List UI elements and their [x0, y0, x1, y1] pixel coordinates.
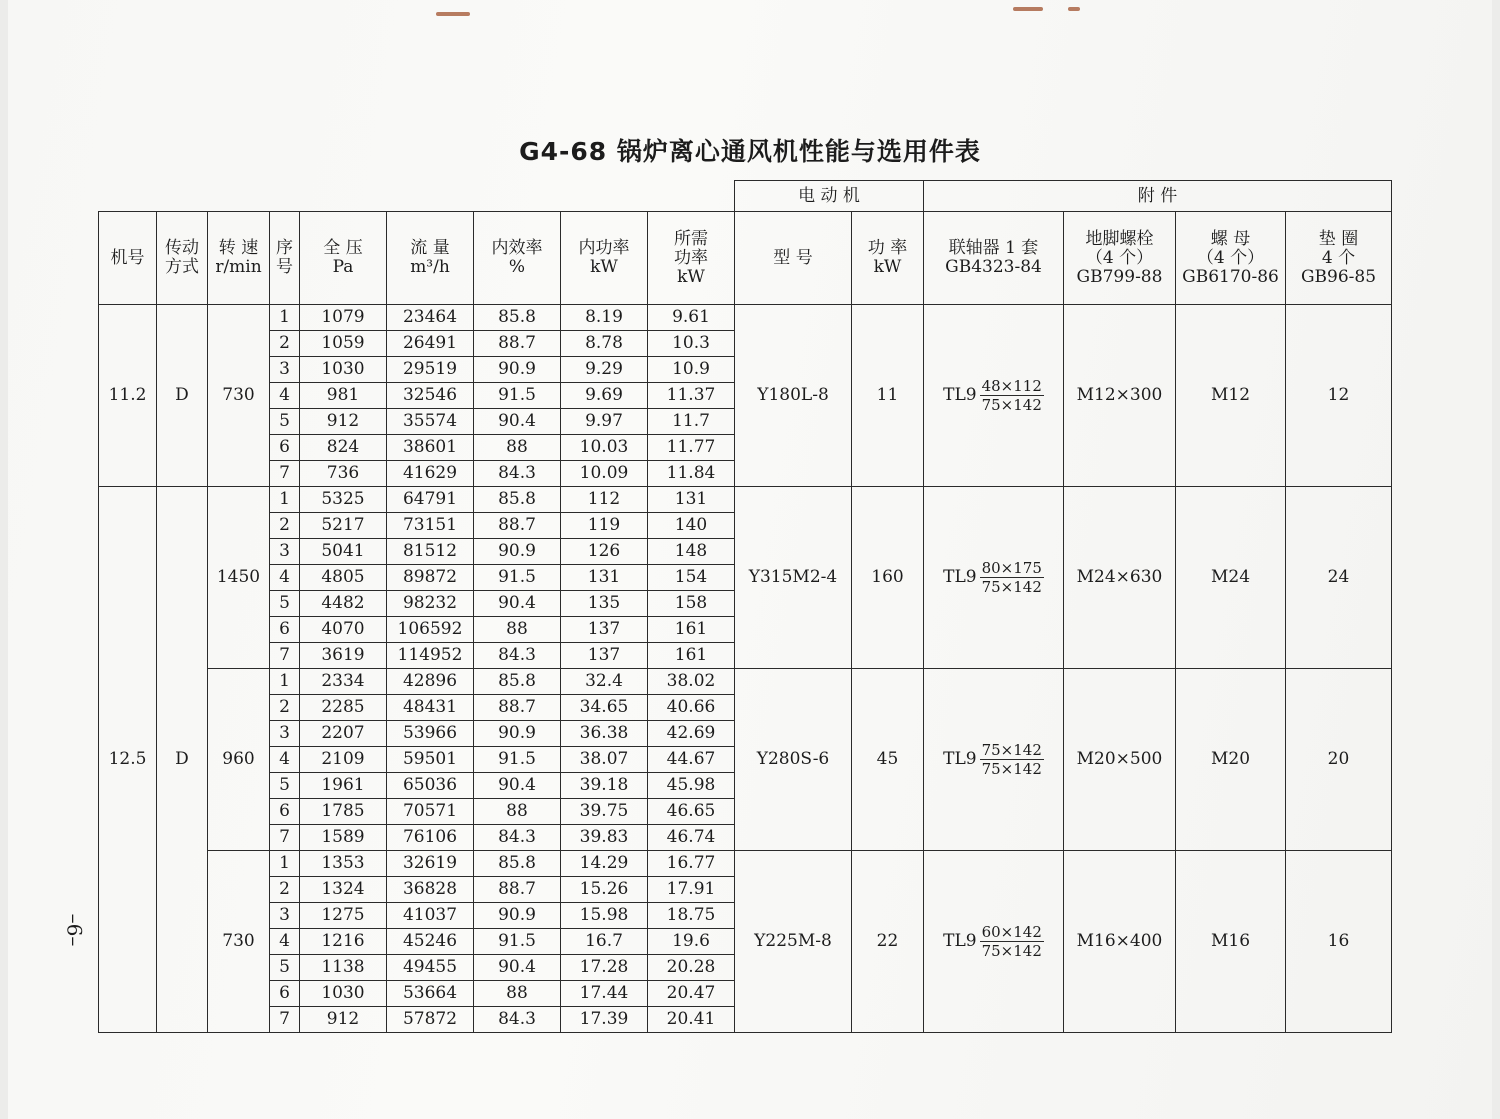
seq-cell: 1: [270, 669, 300, 695]
flow-cell: 35574: [387, 409, 474, 435]
internal-power-cell: 17.44: [561, 981, 648, 1007]
internal-power-cell: 17.28: [561, 955, 648, 981]
pressure-cell: 2285: [300, 695, 387, 721]
required-power-cell: 140: [648, 513, 735, 539]
flow-cell: 23464: [387, 305, 474, 331]
anchor-bolt-cell: M12×300: [1064, 305, 1176, 487]
speed-cell: 730: [208, 305, 270, 487]
required-power-cell: 10.9: [648, 357, 735, 383]
efficiency-cell: 90.9: [474, 357, 561, 383]
required-power-cell: 158: [648, 591, 735, 617]
flow-cell: 41037: [387, 903, 474, 929]
pressure-cell: 3619: [300, 643, 387, 669]
coupling-fraction: [980, 741, 1044, 778]
nut-cell: M24: [1176, 487, 1286, 669]
stain-mark: [436, 12, 470, 16]
header-text: 所需: [674, 228, 708, 249]
flow-cell: 53966: [387, 721, 474, 747]
pressure-cell: 1216: [300, 929, 387, 955]
header-text: 功率: [674, 247, 708, 268]
flow-cell: 53664: [387, 981, 474, 1007]
coupling-spec: [943, 559, 1044, 596]
header-neixiaolv: [474, 212, 561, 305]
efficiency-cell: 90.9: [474, 721, 561, 747]
header-jihao: 机号: [99, 212, 157, 305]
header-standard: GB4323-84: [945, 257, 1042, 277]
washer-cell: 12: [1286, 305, 1392, 487]
efficiency-cell: 90.9: [474, 539, 561, 565]
pressure-cell: 5325: [300, 487, 387, 513]
flow-cell: 114952: [387, 643, 474, 669]
pressure-cell: 4482: [300, 591, 387, 617]
header-liuliang: [387, 212, 474, 305]
washer-cell: 16: [1286, 851, 1392, 1033]
required-power-cell: 161: [648, 643, 735, 669]
seq-cell: 3: [270, 903, 300, 929]
header-dijiao: [1064, 212, 1176, 305]
internal-power-cell: 36.38: [561, 721, 648, 747]
seq-cell: 6: [270, 435, 300, 461]
pressure-cell: 824: [300, 435, 387, 461]
required-power-cell: 16.77: [648, 851, 735, 877]
header-text: （4 个）: [1085, 247, 1154, 268]
required-power-cell: 19.6: [648, 929, 735, 955]
coupling-spec: [943, 923, 1044, 960]
required-power-cell: 161: [648, 617, 735, 643]
internal-power-cell: 32.4: [561, 669, 648, 695]
pressure-cell: 981: [300, 383, 387, 409]
table-row: [99, 669, 1392, 695]
header-unit: r/min: [215, 257, 262, 277]
internal-power-cell: 16.7: [561, 929, 648, 955]
header-text: 序: [276, 238, 293, 258]
seq-cell: 3: [270, 539, 300, 565]
motor-model-cell: Y180L-8: [735, 305, 852, 487]
pressure-cell: 2334: [300, 669, 387, 695]
seq-cell: 1: [270, 487, 300, 513]
motor-model-cell: Y225M-8: [735, 851, 852, 1033]
header-quanya: [300, 212, 387, 305]
internal-power-cell: 9.29: [561, 357, 648, 383]
table-title: G4-68 锅炉离心通风机性能与选用件表: [519, 137, 981, 166]
flow-cell: 81512: [387, 539, 474, 565]
coupling-prefix: TL9: [943, 749, 977, 769]
pressure-cell: 912: [300, 1007, 387, 1033]
efficiency-cell: 84.3: [474, 825, 561, 851]
page-number: –6–: [62, 913, 87, 947]
pressure-cell: 912: [300, 409, 387, 435]
header-text: 内功率: [578, 238, 630, 258]
flow-cell: 57872: [387, 1007, 474, 1033]
pressure-cell: 1589: [300, 825, 387, 851]
coupling-fraction: [980, 923, 1044, 960]
efficiency-cell: 90.4: [474, 409, 561, 435]
pressure-cell: 736: [300, 461, 387, 487]
internal-power-cell: 8.19: [561, 305, 648, 331]
header-unit: Pa: [332, 257, 354, 277]
internal-power-cell: 39.75: [561, 799, 648, 825]
header-text: 功 率: [867, 238, 908, 258]
efficiency-cell: 85.8: [474, 487, 561, 513]
efficiency-cell: 90.4: [474, 773, 561, 799]
seq-cell: 4: [270, 565, 300, 591]
flow-cell: 76106: [387, 825, 474, 851]
seq-cell: 6: [270, 981, 300, 1007]
header-text: 内效率: [491, 238, 543, 258]
internal-power-cell: 10.09: [561, 461, 648, 487]
efficiency-cell: 90.4: [474, 955, 561, 981]
required-power-cell: 11.37: [648, 383, 735, 409]
header-text: 传动: [165, 238, 199, 258]
efficiency-cell: 88.7: [474, 877, 561, 903]
motor-power-cell: 160: [852, 487, 924, 669]
coupling-cell: [924, 669, 1064, 851]
flow-cell: 89872: [387, 565, 474, 591]
efficiency-cell: 85.8: [474, 851, 561, 877]
header-row-2: [99, 212, 1392, 305]
seq-cell: 7: [270, 1007, 300, 1033]
header-text: 联轴器 1 套: [948, 238, 1039, 258]
required-power-cell: 11.84: [648, 461, 735, 487]
flow-cell: 29519: [387, 357, 474, 383]
pressure-cell: 5217: [300, 513, 387, 539]
header-text: 全 压: [323, 238, 363, 258]
required-power-cell: 40.66: [648, 695, 735, 721]
coupling-prefix: TL9: [943, 385, 977, 405]
coupling-spec: [943, 741, 1044, 778]
pressure-cell: 1353: [300, 851, 387, 877]
fan-performance-table: [98, 180, 1392, 1033]
efficiency-cell: 88.7: [474, 513, 561, 539]
internal-power-cell: 14.29: [561, 851, 648, 877]
required-power-cell: 11.77: [648, 435, 735, 461]
coupling-cell: [924, 851, 1064, 1033]
header-unit: kW: [677, 266, 705, 287]
seq-cell: 5: [270, 955, 300, 981]
seq-cell: 3: [270, 721, 300, 747]
efficiency-cell: 85.8: [474, 669, 561, 695]
required-power-cell: 131: [648, 487, 735, 513]
pressure-cell: 2109: [300, 747, 387, 773]
seq-cell: 4: [270, 929, 300, 955]
required-power-cell: 20.28: [648, 955, 735, 981]
coupling-spec: [943, 377, 1044, 414]
drive-cell: D: [157, 487, 208, 1033]
table-row: [99, 851, 1392, 877]
nut-cell: M12: [1176, 305, 1286, 487]
coupling-numerator: 75×142: [981, 741, 1042, 759]
seq-cell: 7: [270, 825, 300, 851]
flow-cell: 42896: [387, 669, 474, 695]
efficiency-cell: 90.4: [474, 591, 561, 617]
seq-cell: 4: [270, 747, 300, 773]
header-unit: m³/h: [410, 257, 450, 277]
efficiency-cell: 90.9: [474, 903, 561, 929]
internal-power-cell: 137: [561, 617, 648, 643]
motor-power-cell: 11: [852, 305, 924, 487]
flow-cell: 41629: [387, 461, 474, 487]
flow-cell: 73151: [387, 513, 474, 539]
pressure-cell: 4070: [300, 617, 387, 643]
pressure-cell: 1030: [300, 357, 387, 383]
coupling-numerator: 48×112: [981, 377, 1042, 395]
seq-cell: 7: [270, 461, 300, 487]
header-row-1: [99, 181, 1392, 212]
header-standard: GB799-88: [1076, 266, 1163, 287]
seq-cell: 3: [270, 357, 300, 383]
internal-power-cell: 15.98: [561, 903, 648, 929]
efficiency-cell: 91.5: [474, 565, 561, 591]
seq-cell: 2: [270, 331, 300, 357]
internal-power-cell: 126: [561, 539, 648, 565]
washer-cell: 20: [1286, 669, 1392, 851]
speed-cell: 1450: [208, 487, 270, 669]
coupling-prefix: TL9: [943, 931, 977, 951]
header-gonglv: [852, 212, 924, 305]
flow-cell: 48431: [387, 695, 474, 721]
motor-power-cell: 22: [852, 851, 924, 1033]
stain-mark: [1013, 7, 1043, 11]
flow-cell: 36828: [387, 877, 474, 903]
efficiency-cell: 91.5: [474, 929, 561, 955]
motor-model-cell: Y315M2-4: [735, 487, 852, 669]
coupling-denominator: 75×142: [981, 396, 1042, 414]
table-row: [99, 305, 1392, 331]
pressure-cell: 2207: [300, 721, 387, 747]
efficiency-cell: 88: [474, 799, 561, 825]
internal-power-cell: 137: [561, 643, 648, 669]
required-power-cell: 46.74: [648, 825, 735, 851]
pressure-cell: 1059: [300, 331, 387, 357]
coupling-denominator: 75×142: [981, 942, 1042, 960]
header-standard: GB6170-86: [1182, 266, 1279, 287]
coupling-prefix: TL9: [943, 567, 977, 587]
flow-cell: 59501: [387, 747, 474, 773]
internal-power-cell: 119: [561, 513, 648, 539]
header-neigonglv: [561, 212, 648, 305]
required-power-cell: 46.65: [648, 799, 735, 825]
required-power-cell: 20.47: [648, 981, 735, 1007]
header-text: 螺 母: [1210, 228, 1251, 249]
nut-cell: M16: [1176, 851, 1286, 1033]
speed-cell: 730: [208, 851, 270, 1033]
internal-power-cell: 10.03: [561, 435, 648, 461]
header-chuandong: [157, 212, 208, 305]
coupling-fraction: [980, 559, 1044, 596]
anchor-bolt-cell: M20×500: [1064, 669, 1176, 851]
seq-cell: 7: [270, 643, 300, 669]
coupling-numerator: 60×142: [981, 923, 1042, 941]
seq-cell: 1: [270, 305, 300, 331]
pressure-cell: 5041: [300, 539, 387, 565]
seq-cell: 5: [270, 409, 300, 435]
pressure-cell: 1079: [300, 305, 387, 331]
seq-cell: 5: [270, 591, 300, 617]
pressure-cell: 4805: [300, 565, 387, 591]
internal-power-cell: 9.97: [561, 409, 648, 435]
seq-cell: 2: [270, 513, 300, 539]
header-luomu: [1176, 212, 1286, 305]
internal-power-cell: 38.07: [561, 747, 648, 773]
flow-cell: 49455: [387, 955, 474, 981]
drive-cell: D: [157, 305, 208, 487]
jihao-cell: 11.2: [99, 305, 157, 487]
flow-cell: 64791: [387, 487, 474, 513]
flow-cell: 32546: [387, 383, 474, 409]
header-text: 垫 圈: [1318, 228, 1359, 249]
flow-cell: 65036: [387, 773, 474, 799]
flow-cell: 98232: [387, 591, 474, 617]
required-power-cell: 154: [648, 565, 735, 591]
efficiency-cell: 88.7: [474, 695, 561, 721]
internal-power-cell: 135: [561, 591, 648, 617]
header-text: 地脚螺栓: [1085, 228, 1154, 249]
internal-power-cell: 9.69: [561, 383, 648, 409]
motor-model-cell: Y280S-6: [735, 669, 852, 851]
efficiency-cell: 84.3: [474, 461, 561, 487]
flow-cell: 38601: [387, 435, 474, 461]
header-xuhao: [270, 212, 300, 305]
seq-cell: 2: [270, 877, 300, 903]
required-power-cell: 11.7: [648, 409, 735, 435]
header-suoxu: [648, 212, 735, 305]
coupling-cell: [924, 305, 1064, 487]
header-text: 方式: [165, 257, 199, 277]
header-standard: GB96-85: [1300, 266, 1377, 287]
internal-power-cell: 8.78: [561, 331, 648, 357]
efficiency-cell: 91.5: [474, 747, 561, 773]
coupling-denominator: 75×142: [981, 578, 1042, 596]
required-power-cell: 44.67: [648, 747, 735, 773]
coupling-denominator: 75×142: [981, 760, 1042, 778]
header-text: （4 个）: [1196, 247, 1265, 268]
efficiency-cell: 84.3: [474, 643, 561, 669]
seq-cell: 4: [270, 383, 300, 409]
flow-cell: 45246: [387, 929, 474, 955]
table-row: [99, 487, 1392, 513]
washer-cell: 24: [1286, 487, 1392, 669]
header-unit: kW: [873, 257, 902, 277]
internal-power-cell: 131: [561, 565, 648, 591]
flow-cell: 26491: [387, 331, 474, 357]
coupling-fraction: [980, 377, 1044, 414]
pressure-cell: 1324: [300, 877, 387, 903]
accessory-group-header: 附 件: [924, 181, 1392, 212]
motor-group-header: 电 动 机: [735, 181, 924, 212]
coupling-cell: [924, 487, 1064, 669]
motor-power-cell: 45: [852, 669, 924, 851]
required-power-cell: 20.41: [648, 1007, 735, 1033]
pressure-cell: 1030: [300, 981, 387, 1007]
header-dianquan: [1286, 212, 1392, 305]
anchor-bolt-cell: M24×630: [1064, 487, 1176, 669]
header-xinghao: 型 号: [735, 212, 852, 305]
internal-power-cell: 34.65: [561, 695, 648, 721]
stain-mark: [1068, 7, 1080, 11]
required-power-cell: 42.69: [648, 721, 735, 747]
required-power-cell: 148: [648, 539, 735, 565]
efficiency-cell: 88: [474, 981, 561, 1007]
internal-power-cell: 15.26: [561, 877, 648, 903]
required-power-cell: 10.3: [648, 331, 735, 357]
efficiency-cell: 88: [474, 435, 561, 461]
internal-power-cell: 112: [561, 487, 648, 513]
header-text: 4 个: [1321, 247, 1356, 268]
required-power-cell: 38.02: [648, 669, 735, 695]
efficiency-cell: 91.5: [474, 383, 561, 409]
required-power-cell: 45.98: [648, 773, 735, 799]
efficiency-cell: 85.8: [474, 305, 561, 331]
pressure-cell: 1785: [300, 799, 387, 825]
pressure-cell: 1138: [300, 955, 387, 981]
internal-power-cell: 39.18: [561, 773, 648, 799]
flow-cell: 106592: [387, 617, 474, 643]
internal-power-cell: 17.39: [561, 1007, 648, 1033]
header-unit: kW: [590, 257, 618, 277]
pressure-cell: 1961: [300, 773, 387, 799]
flow-cell: 32619: [387, 851, 474, 877]
pressure-cell: 1275: [300, 903, 387, 929]
internal-power-cell: 39.83: [561, 825, 648, 851]
nut-cell: M20: [1176, 669, 1286, 851]
flow-cell: 70571: [387, 799, 474, 825]
efficiency-cell: 88: [474, 617, 561, 643]
efficiency-cell: 84.3: [474, 1007, 561, 1033]
anchor-bolt-cell: M16×400: [1064, 851, 1176, 1033]
header-text: 号: [276, 257, 293, 277]
seq-cell: 1: [270, 851, 300, 877]
seq-cell: 6: [270, 799, 300, 825]
speed-cell: 960: [208, 669, 270, 851]
jihao-cell: 12.5: [99, 487, 157, 1033]
seq-cell: 5: [270, 773, 300, 799]
seq-cell: 2: [270, 695, 300, 721]
header-zhuansu: [208, 212, 270, 305]
header-text: 流 量: [410, 238, 450, 258]
efficiency-cell: 88.7: [474, 331, 561, 357]
header-spacer: [99, 181, 735, 212]
coupling-numerator: 80×175: [981, 559, 1042, 577]
header-unit: %: [508, 257, 526, 277]
required-power-cell: 18.75: [648, 903, 735, 929]
seq-cell: 6: [270, 617, 300, 643]
required-power-cell: 9.61: [648, 305, 735, 331]
header-text: 转 速: [218, 238, 259, 258]
header-lianzhouqi: [924, 212, 1064, 305]
required-power-cell: 17.91: [648, 877, 735, 903]
